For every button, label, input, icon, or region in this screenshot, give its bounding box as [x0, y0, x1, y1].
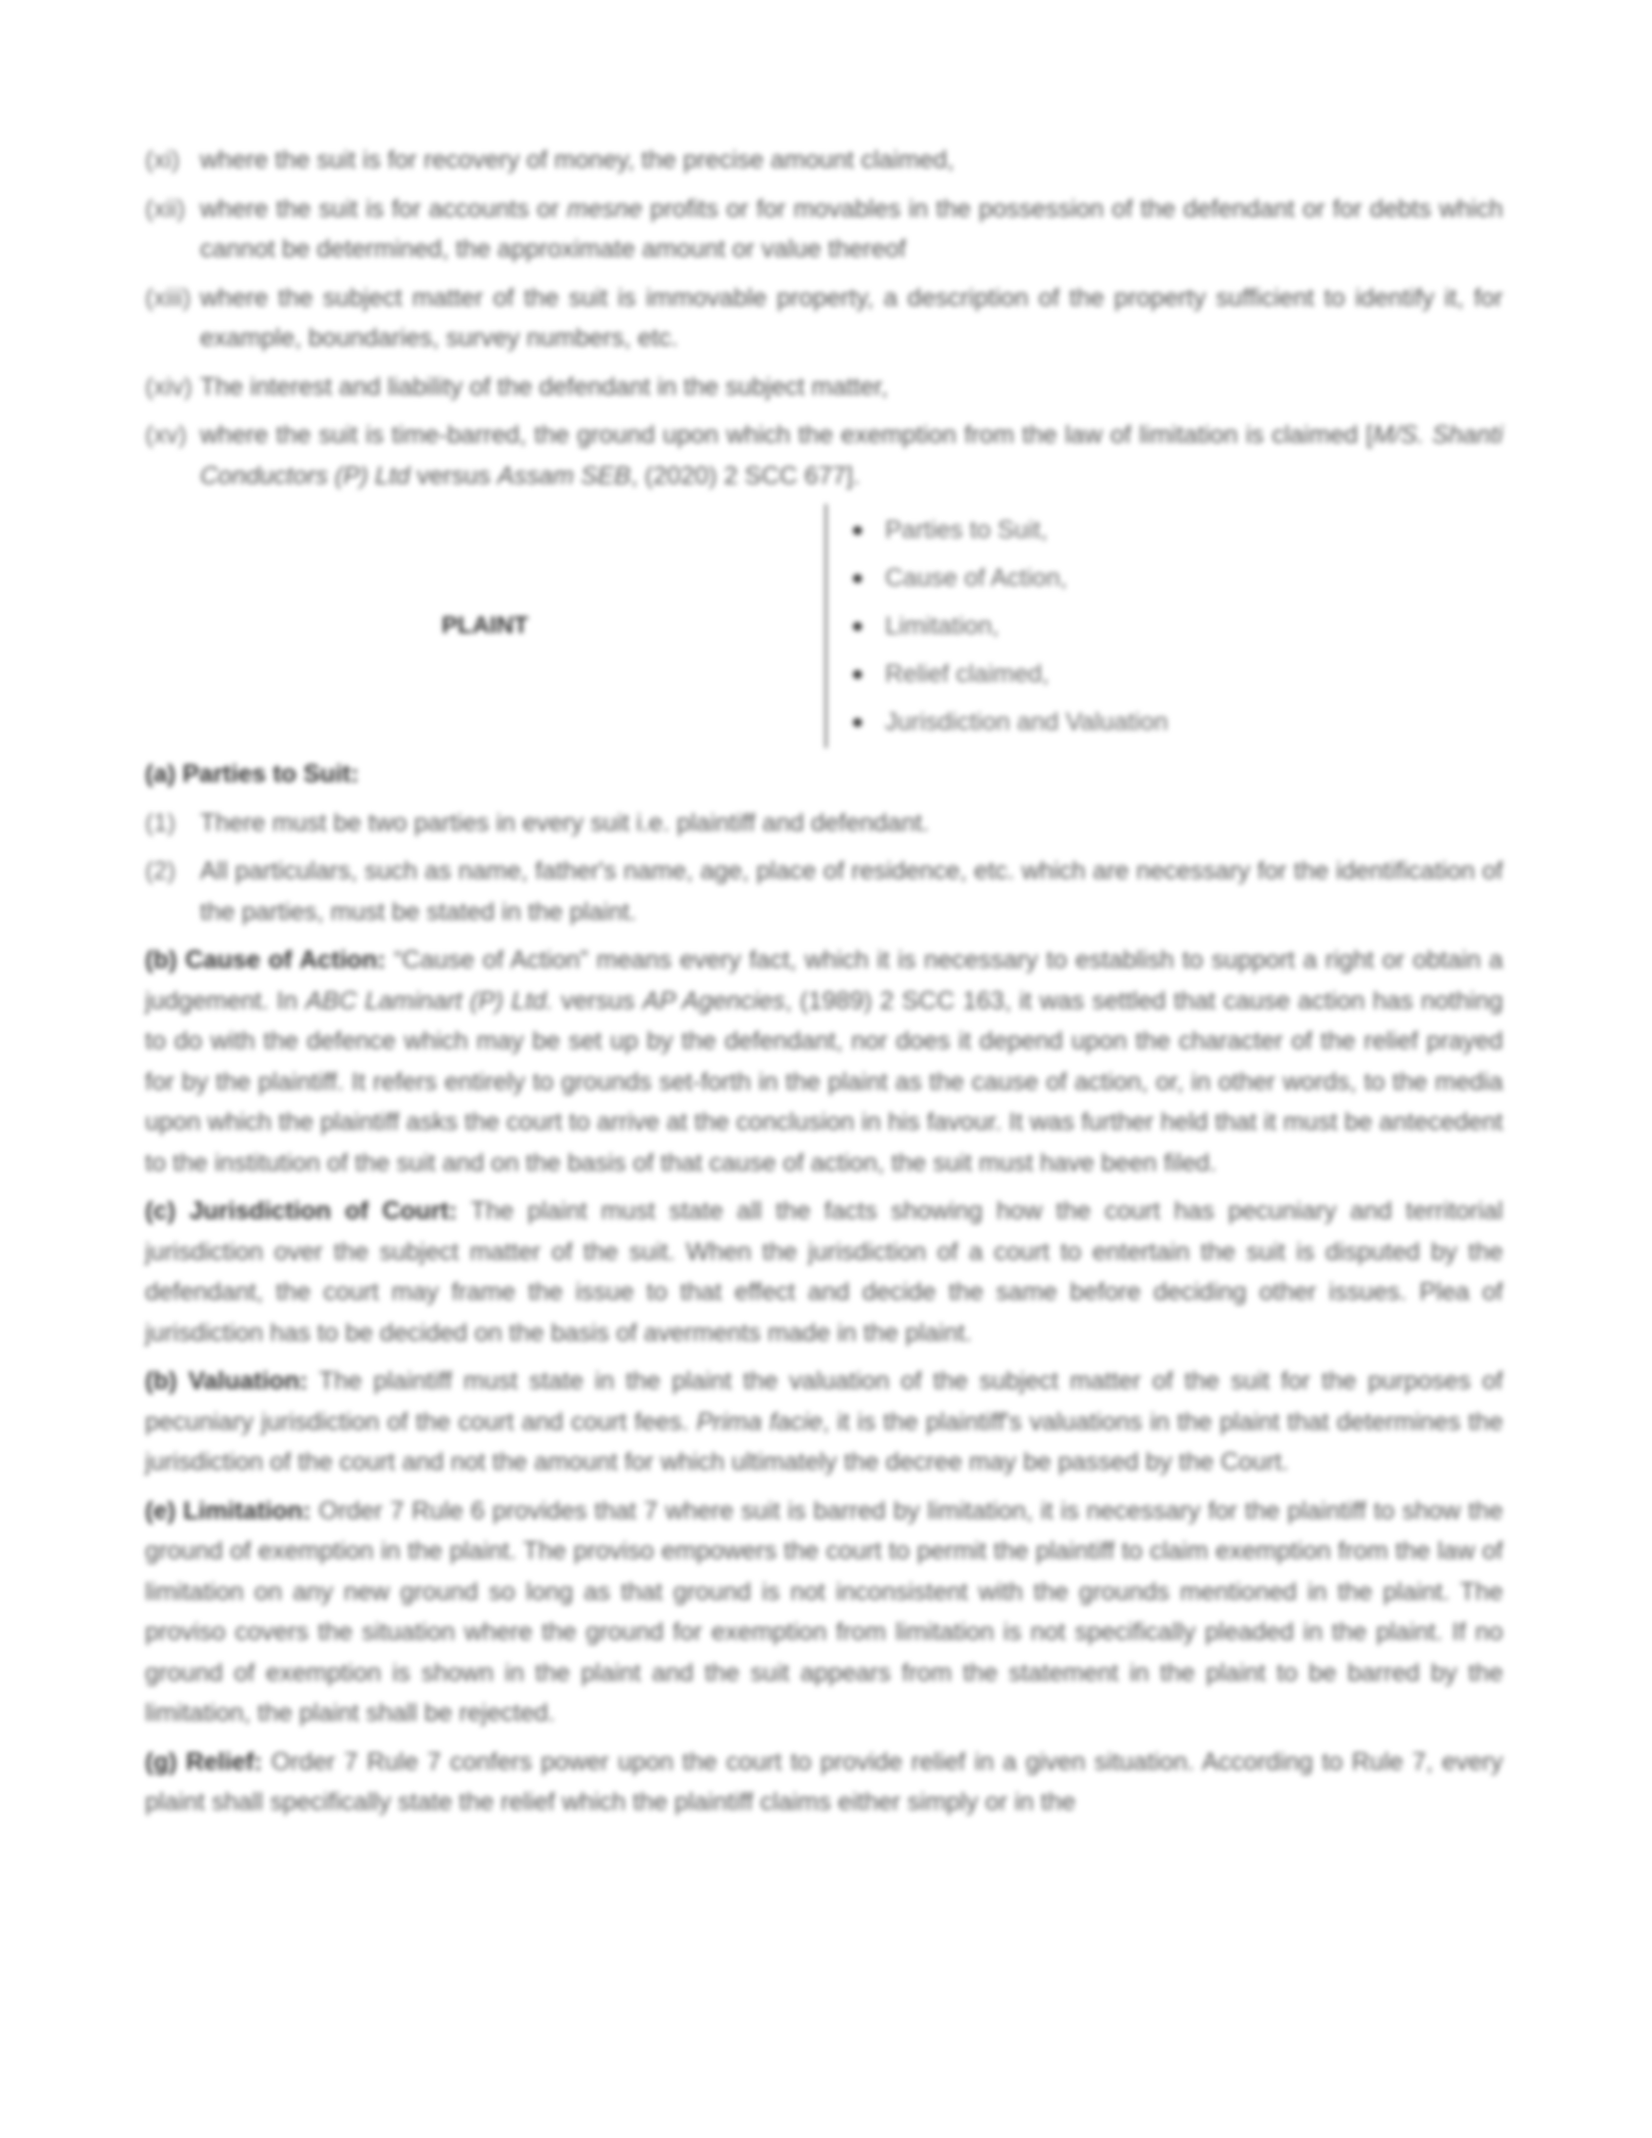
plaint-label: PLAINT [441, 611, 529, 639]
paragraph-jurisdiction: (c) Jurisdiction of Court: The plaint must state all the facts showing how the court has pecuniary and territorial jurisdiction over the subject matter of the suit. When the jurisdiction of a court to entertain the suit is disputed by the defendant, the court may frame the issue to that effect and decide the same before deciding other issues. Plea of jurisdiction has to be decided on the basis of averments made in the plaint. [145, 1197, 1504, 1347]
list-item: (1) There must be two parties in every suit i.e. plaintiff and defendant. [145, 808, 930, 837]
paragraph-cause-of-action: (b) Cause of Action: “Cause of Action” means every fact, which it is necessary to establish to support a right or obtain a judgement. In ABC Laminart (P) Ltd. versus AP Agencies, (1989) 2 SCC 163, it was settled that cause action has nothing to do with the defence which may be set up by the defendant, nor does it depend upon the character of the relief prayed for by the plaintiff. It refers entirely to grounds set-forth in the plaint as the cause of action, or, in other words, to the media upon which the plaintiff asks the court to arrive at the conclusion in his favour. It was further held that it must be antecedent to the institution of the suit and on the basis of that cause of action, the suit must have been filed. [145, 946, 1503, 1177]
section-heading-valuation: (b) Valuation: [145, 1367, 308, 1395]
paragraph-relief: (g) Relief: Order 7 Rule 7 confers power upon the court to provide relief in a given situation. According to Rule 7, every plaint shall specifically state the relief which the plaintiff claims either simply or in the [145, 1747, 1503, 1816]
plaint-element: Jurisdiction and Valuation [847, 698, 1168, 746]
bullet-icon [853, 574, 862, 583]
plaint-element: Cause of Action, [847, 554, 1168, 602]
list-item: (xii) where the suit is for accounts or mesne profits or for movables in the possession of the defendant or for debts which cannot be determined, the approximate amount or value thereof [145, 194, 1503, 263]
section-heading-parties: (a) Parties to Suit: [145, 760, 359, 788]
list-item: (xiv) The interest and liability of the defendant in the subject matter, [145, 372, 888, 401]
plaint-elements [825, 504, 1168, 748]
section-heading-cause: (b) Cause of Action: [145, 946, 386, 974]
list-item: (xi) where the suit is for recovery of money, the precise amount claimed, [145, 146, 955, 174]
section-heading-limitation: (e) Limitation: [145, 1496, 311, 1525]
paragraph-limitation: (e) Limitation: Order 7 Rule 6 provides that 7 where suit is barred by limitation, it is necessary for the plaintiff to show the ground of exemption in the plaint. The proviso empowers the court to permit the plaintiff to claim exemption from the law of limitation on any new ground so long as that ground is not inconsistent with the grounds mentioned in the plaint. The proviso covers the situation where the ground for exemption from limitation is not specifically pleaded in the plaint. If no ground of exemption is shown in the plaint and the suit appears from the statement in the plaint to be barred by the limitation, the plaint shall be rejected. [145, 1496, 1503, 1727]
list-item: (2) All particulars, such as name, father's name, age, place of residence, etc. which are necessary for the identification of the parties, must be stated in the plaint. [145, 857, 1503, 926]
bullet-icon [853, 526, 862, 535]
plaint-element: Parties to Suit, [847, 506, 1168, 554]
bullet-icon [853, 622, 862, 631]
bullet-icon [853, 718, 862, 727]
paragraph-valuation: (b) Valuation: The plaintiff must state in the plaint the valuation of the subject matter of the suit for the purposes of pecuniary jurisdiction of the court and court fees. Prima facie, it is the plaintiff's valuations in the plaint that determines the jurisdiction of the court and not the amount for which ultimately the decree may be passed by the Court. [145, 1367, 1503, 1476]
plaint-element: Limitation, [847, 602, 1168, 650]
section-heading-relief: (g) Relief: [145, 1747, 263, 1776]
plaint-diagram [145, 504, 1503, 748]
plaint-element: Relief claimed, [847, 650, 1168, 698]
page-content [145, 140, 1503, 1831]
bullet-icon [853, 670, 862, 679]
list-item: (xiii) where the subject matter of the suit is immovable property, a description of the property sufficient to identify it, for example, boundaries, survey numbers, etc. [145, 283, 1503, 352]
list-item: (xv) where the suit is time-barred, the ground upon which the exemption from the law of limitation is claimed [M/S. Shanti Conductors (P) Ltd versus Assam SEB, (2020) 2 SCC 677]. [145, 421, 1503, 490]
section-heading-jurisdiction: (c) Jurisdiction of Court: [145, 1197, 458, 1225]
